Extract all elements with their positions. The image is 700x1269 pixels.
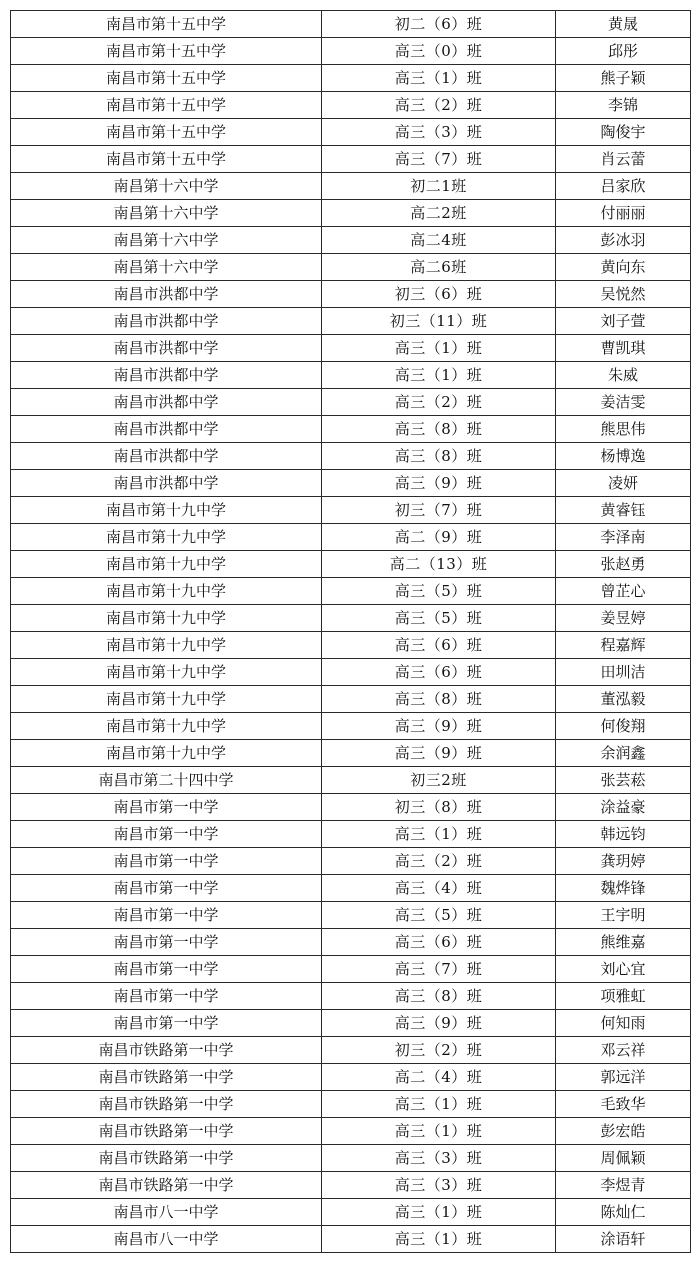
table-row [11, 1145, 691, 1172]
class-cell: 初三（2）班 [322, 1037, 556, 1064]
school-cell: 南昌市洪都中学 [11, 470, 322, 497]
student-name-cell: 毛致华 [556, 1091, 691, 1118]
class-cell: 高三（8）班 [322, 443, 556, 470]
table-row [11, 740, 691, 767]
class-cell: 初三2班 [322, 767, 556, 794]
table-row [11, 605, 691, 632]
table-row [11, 11, 691, 38]
table-row [11, 92, 691, 119]
student-name-cell: 邓云祥 [556, 1037, 691, 1064]
student-name-cell: 李煜青 [556, 1172, 691, 1199]
class-cell: 高三（9）班 [322, 740, 556, 767]
table-row [11, 416, 691, 443]
table-row [11, 956, 691, 983]
class-cell: 高三（5）班 [322, 902, 556, 929]
student-name-cell: 王宇明 [556, 902, 691, 929]
school-cell: 南昌市第一中学 [11, 983, 322, 1010]
school-cell: 南昌市第十五中学 [11, 38, 322, 65]
class-cell: 高三（8）班 [322, 416, 556, 443]
student-name-cell: 熊子颖 [556, 65, 691, 92]
table-row [11, 1064, 691, 1091]
table-row [11, 1091, 691, 1118]
student-name-cell: 何知雨 [556, 1010, 691, 1037]
class-cell: 高三（6）班 [322, 929, 556, 956]
student-name-cell: 郭远洋 [556, 1064, 691, 1091]
table-row [11, 335, 691, 362]
class-cell: 初三（7）班 [322, 497, 556, 524]
student-name-cell: 韩远钧 [556, 821, 691, 848]
school-cell: 南昌市第二十四中学 [11, 767, 322, 794]
school-cell: 南昌市洪都中学 [11, 335, 322, 362]
table-row [11, 443, 691, 470]
table-row [11, 497, 691, 524]
class-cell: 高三（1）班 [322, 1226, 556, 1253]
school-cell: 南昌市第十九中学 [11, 578, 322, 605]
roster-table [10, 10, 691, 1253]
student-name-cell: 黄晟 [556, 11, 691, 38]
student-name-cell: 黄向东 [556, 254, 691, 281]
school-cell: 南昌市铁路第一中学 [11, 1064, 322, 1091]
student-name-cell: 周佩颖 [556, 1145, 691, 1172]
class-cell: 高三（6）班 [322, 659, 556, 686]
school-cell: 南昌第十六中学 [11, 254, 322, 281]
class-cell: 高二（13）班 [322, 551, 556, 578]
student-name-cell: 陶俊宇 [556, 119, 691, 146]
student-name-cell: 邱彤 [556, 38, 691, 65]
student-name-cell: 刘子萱 [556, 308, 691, 335]
student-name-cell: 龚玥婷 [556, 848, 691, 875]
student-name-cell: 朱威 [556, 362, 691, 389]
school-cell: 南昌市八一中学 [11, 1199, 322, 1226]
table-row [11, 38, 691, 65]
class-cell: 初三（11）班 [322, 308, 556, 335]
class-cell: 初三（6）班 [322, 281, 556, 308]
school-cell: 南昌市洪都中学 [11, 281, 322, 308]
school-cell: 南昌市第十九中学 [11, 605, 322, 632]
student-name-cell: 刘心宜 [556, 956, 691, 983]
class-cell: 高三（1）班 [322, 1199, 556, 1226]
class-cell: 高二4班 [322, 227, 556, 254]
school-cell: 南昌市第一中学 [11, 902, 322, 929]
school-cell: 南昌第十六中学 [11, 227, 322, 254]
class-cell: 高三（4）班 [322, 875, 556, 902]
school-cell: 南昌市第十五中学 [11, 11, 322, 38]
student-name-cell: 涂语轩 [556, 1226, 691, 1253]
class-cell: 高三（1）班 [322, 1091, 556, 1118]
table-row [11, 1199, 691, 1226]
school-cell: 南昌市第十九中学 [11, 551, 322, 578]
table-row [11, 578, 691, 605]
school-cell: 南昌市铁路第一中学 [11, 1118, 322, 1145]
school-cell: 南昌市第一中学 [11, 956, 322, 983]
class-cell: 初二（6）班 [322, 11, 556, 38]
class-cell: 初三（8）班 [322, 794, 556, 821]
school-cell: 南昌市第一中学 [11, 821, 322, 848]
table-row [11, 200, 691, 227]
class-cell: 高三（7）班 [322, 146, 556, 173]
student-name-cell: 熊维嘉 [556, 929, 691, 956]
student-name-cell: 吕家欣 [556, 173, 691, 200]
class-cell: 高三（7）班 [322, 956, 556, 983]
class-cell: 高三（5）班 [322, 605, 556, 632]
student-name-cell: 熊思伟 [556, 416, 691, 443]
class-cell: 高三（1）班 [322, 65, 556, 92]
class-cell: 高三（3）班 [322, 1145, 556, 1172]
class-cell: 高三（1）班 [322, 362, 556, 389]
table-row [11, 362, 691, 389]
table-row [11, 1118, 691, 1145]
table-row [11, 983, 691, 1010]
class-cell: 高三（2）班 [322, 389, 556, 416]
table-row [11, 1226, 691, 1253]
table-row [11, 254, 691, 281]
student-name-cell: 何俊翔 [556, 713, 691, 740]
class-cell: 高三（3）班 [322, 1172, 556, 1199]
student-name-cell: 董泓毅 [556, 686, 691, 713]
school-cell: 南昌第十六中学 [11, 200, 322, 227]
class-cell: 高三（1）班 [322, 1118, 556, 1145]
student-name-cell: 付丽丽 [556, 200, 691, 227]
table-row [11, 119, 691, 146]
table-row [11, 902, 691, 929]
school-cell: 南昌市第一中学 [11, 875, 322, 902]
table-row [11, 173, 691, 200]
student-name-cell: 余润鑫 [556, 740, 691, 767]
student-name-cell: 彭冰羽 [556, 227, 691, 254]
student-name-cell: 姜洁雯 [556, 389, 691, 416]
school-cell: 南昌市第十九中学 [11, 632, 322, 659]
table-row [11, 227, 691, 254]
student-name-cell: 田圳洁 [556, 659, 691, 686]
school-cell: 南昌市铁路第一中学 [11, 1091, 322, 1118]
table-row [11, 146, 691, 173]
table-row [11, 1172, 691, 1199]
student-name-cell: 吴悦然 [556, 281, 691, 308]
school-cell: 南昌市铁路第一中学 [11, 1172, 322, 1199]
table-row [11, 1010, 691, 1037]
school-cell: 南昌市第十五中学 [11, 146, 322, 173]
class-cell: 高三（8）班 [322, 686, 556, 713]
student-name-cell: 姜昱婷 [556, 605, 691, 632]
school-cell: 南昌市第十九中学 [11, 659, 322, 686]
class-cell: 初二1班 [322, 173, 556, 200]
school-cell: 南昌市第一中学 [11, 929, 322, 956]
table-row [11, 767, 691, 794]
school-cell: 南昌市八一中学 [11, 1226, 322, 1253]
student-name-cell: 曾芷心 [556, 578, 691, 605]
class-cell: 高三（1）班 [322, 821, 556, 848]
class-cell: 高三（1）班 [322, 335, 556, 362]
table-row [11, 794, 691, 821]
class-cell: 高三（2）班 [322, 848, 556, 875]
student-name-cell: 李泽南 [556, 524, 691, 551]
class-cell: 高三（0）班 [322, 38, 556, 65]
school-cell: 南昌市第一中学 [11, 848, 322, 875]
school-cell: 南昌市第十五中学 [11, 65, 322, 92]
class-cell: 高二6班 [322, 254, 556, 281]
table-row [11, 659, 691, 686]
student-name-cell: 凌妍 [556, 470, 691, 497]
student-name-cell: 杨博逸 [556, 443, 691, 470]
student-name-cell: 肖云蕾 [556, 146, 691, 173]
table-row [11, 1037, 691, 1064]
school-cell: 南昌市第十五中学 [11, 119, 322, 146]
table-row [11, 470, 691, 497]
class-cell: 高三（6）班 [322, 632, 556, 659]
table-row [11, 821, 691, 848]
table-row [11, 875, 691, 902]
student-name-cell: 张赵勇 [556, 551, 691, 578]
school-cell: 南昌市铁路第一中学 [11, 1145, 322, 1172]
school-cell: 南昌市第十九中学 [11, 740, 322, 767]
table-row [11, 551, 691, 578]
table-row [11, 713, 691, 740]
school-cell: 南昌第十六中学 [11, 173, 322, 200]
class-cell: 高三（3）班 [322, 119, 556, 146]
table-row [11, 848, 691, 875]
class-cell: 高三（9）班 [322, 470, 556, 497]
roster-sheet [10, 10, 690, 1253]
student-name-cell: 陈灿仁 [556, 1199, 691, 1226]
school-cell: 南昌市第一中学 [11, 1010, 322, 1037]
student-name-cell: 涂益豪 [556, 794, 691, 821]
student-name-cell: 李锦 [556, 92, 691, 119]
class-cell: 高二（4）班 [322, 1064, 556, 1091]
school-cell: 南昌市洪都中学 [11, 308, 322, 335]
student-name-cell: 程嘉辉 [556, 632, 691, 659]
class-cell: 高三（9）班 [322, 1010, 556, 1037]
school-cell: 南昌市第十九中学 [11, 713, 322, 740]
student-name-cell: 彭宏皓 [556, 1118, 691, 1145]
table-row [11, 65, 691, 92]
school-cell: 南昌市第十九中学 [11, 524, 322, 551]
class-cell: 高三（8）班 [322, 983, 556, 1010]
table-row [11, 308, 691, 335]
table-row [11, 686, 691, 713]
table-row [11, 524, 691, 551]
class-cell: 高三（5）班 [322, 578, 556, 605]
class-cell: 高三（9）班 [322, 713, 556, 740]
class-cell: 高二2班 [322, 200, 556, 227]
school-cell: 南昌市第十五中学 [11, 92, 322, 119]
school-cell: 南昌市第一中学 [11, 794, 322, 821]
school-cell: 南昌市第十九中学 [11, 686, 322, 713]
school-cell: 南昌市洪都中学 [11, 443, 322, 470]
class-cell: 高三（2）班 [322, 92, 556, 119]
school-cell: 南昌市洪都中学 [11, 362, 322, 389]
student-name-cell: 项雅虹 [556, 983, 691, 1010]
student-name-cell: 张芸菘 [556, 767, 691, 794]
school-cell: 南昌市洪都中学 [11, 416, 322, 443]
school-cell: 南昌市洪都中学 [11, 389, 322, 416]
school-cell: 南昌市第十九中学 [11, 497, 322, 524]
student-name-cell: 黄睿钰 [556, 497, 691, 524]
table-row [11, 929, 691, 956]
school-cell: 南昌市铁路第一中学 [11, 1037, 322, 1064]
class-cell: 高二（9）班 [322, 524, 556, 551]
student-name-cell: 魏烨锋 [556, 875, 691, 902]
table-row [11, 389, 691, 416]
roster-table-body [11, 11, 691, 1253]
table-row [11, 281, 691, 308]
student-name-cell: 曹凯琪 [556, 335, 691, 362]
table-row [11, 632, 691, 659]
